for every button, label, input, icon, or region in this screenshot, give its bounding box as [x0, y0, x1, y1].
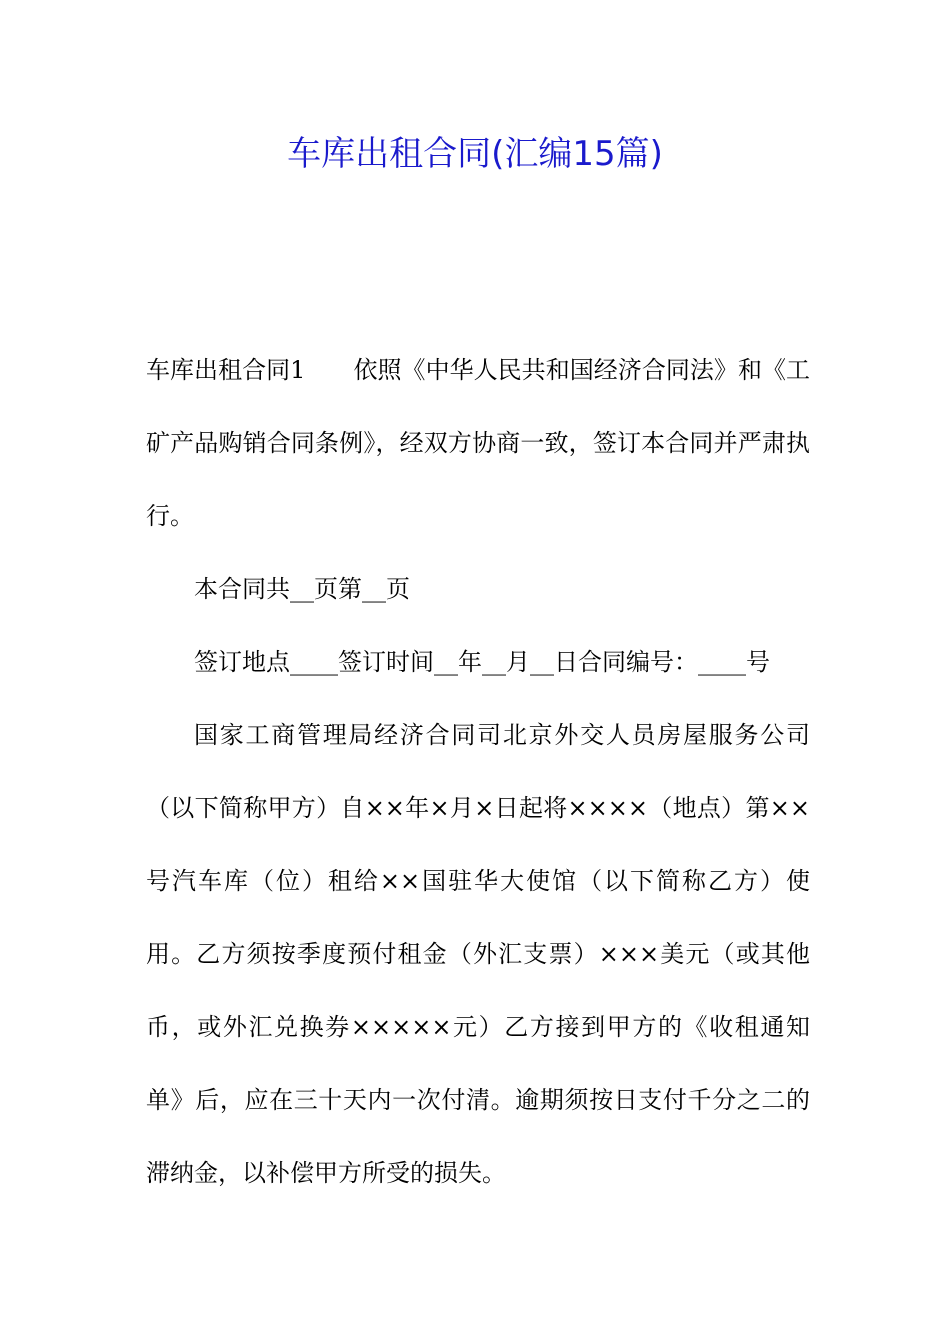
paragraph-lease-terms: 国家工商管理局经济合同司北京外交人员房屋服务公司（以下简称甲方）自××年×月×日起将××××（地点）第××号汽车库（位）租给××国驻华大使馆（以下简称乙方）使用。乙方须按季度预付租金（外汇支票）×××美元（或其他币，或外汇兑换券×××××元）乙方接到甲方的《收租通知单》后，应在三十天内一次付清。逾期须按日支付千分之二的滞纳金，以补偿甲方所受的损失。 [146, 721, 810, 1187]
section-heading: 车库出租合同1 [146, 356, 306, 384]
paragraph-page-count: 本合同共__页第__页 [194, 575, 410, 603]
document-body [146, 334, 810, 1210]
paragraph-signing-info: 签订地点____签订时间__年__月__日合同编号：____号 [194, 648, 770, 676]
document-title: 车库出租合同(汇编15篇) [287, 134, 663, 174]
paragraph-text: 依照《中华人民共和国经济合同法》和《工矿产品购销合同条例》，经双方协商一致，签订本合同并严肃执行。 [146, 356, 810, 530]
paragraph-intro [146, 334, 810, 553]
